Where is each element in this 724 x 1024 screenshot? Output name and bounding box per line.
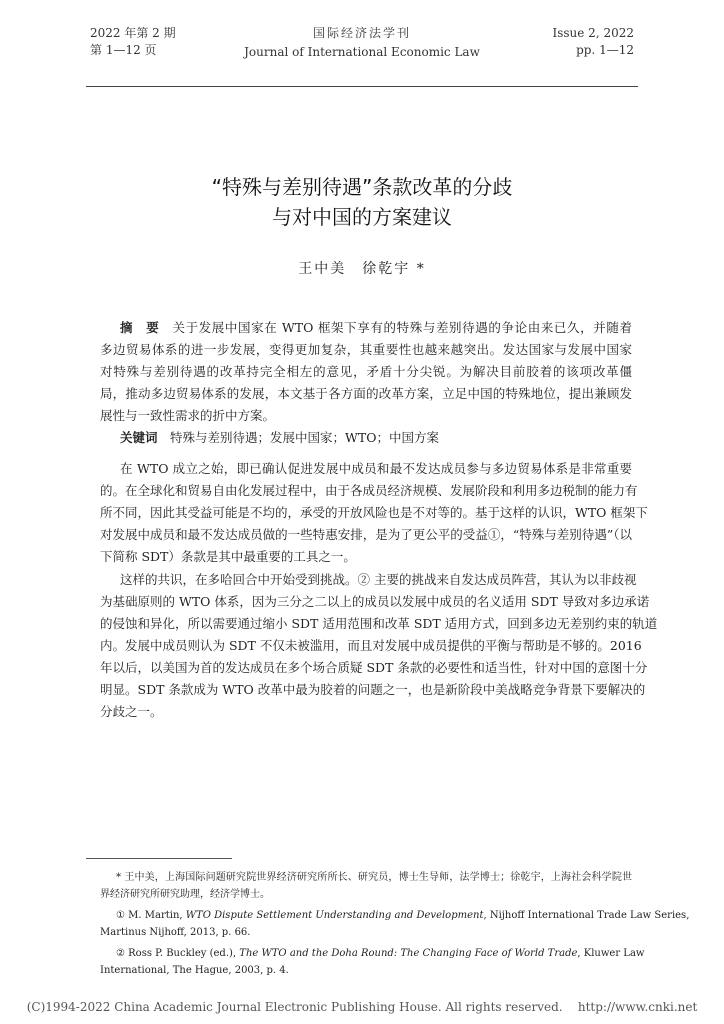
body-line: 对发展中成员和最不发达成员做的一些特惠安排，是为了更公平的受益①，“特殊与差别待遇”（以: [100, 527, 632, 542]
body-line: 所不同，因此其受益可能是不均的，承受的开放风险也是不对等的。基于这样的认识，WTO 框架下: [100, 505, 648, 520]
body-line: 的。在全球化和贸易自由化发展过程中，由于各成员经济规模、发展阶段和利用多边税制的能力有: [100, 483, 638, 498]
issue-cn: 2022 年第 2 期: [90, 26, 176, 40]
abstract-line: 对特殊与差别待遇的改革持完全相左的意见，矛盾十分尖锐。为解决目前胶着的该项改革僵: [100, 364, 632, 379]
abstract-label: 摘 要: [120, 320, 160, 335]
pages-en: pp. 1—12: [576, 43, 634, 57]
body-line: 的侵蚀和异化，所以需要通过缩小 SDT 适用范围和改革 SDT 适用方式，回到多边无差别约束的轨道: [100, 616, 658, 631]
abstract-line: 局，推动多边贸易体系的发展，本文基于各方面的改革方案，立足中国的特殊地位，提出兼顾发: [100, 386, 632, 401]
abstract-line: 摘 要 关于发展中国家在 WTO 框架下享有的特殊与差别待遇的争论由来已久，并随着: [120, 320, 632, 335]
body-line: 为基础原则的 WTO 体系，因为三分之二以上的成员以发展中成员的名义适用 SDT 导致对多边承诺: [100, 594, 650, 609]
footnote-2-cont: International, The Hague, 2003, p. 4.: [100, 965, 289, 976]
keywords: 关键词 特殊与差别待遇；发展中国家；WTO；中国方案: [120, 430, 439, 445]
abstract-line: 多边贸易体系的进一步发展，变得更加复杂，其重要性也越来越突出。发达国家与发展中国家: [100, 342, 632, 357]
body-line: 在 WTO 成立之始，即已确认促进发展中成员和最不发达成员参与多边贸易体系是非常重要: [120, 461, 632, 476]
journal-en: Journal of International Economic Law: [244, 45, 480, 59]
footnote-rule: [86, 858, 232, 859]
article-title-line-1: “特殊与差别待遇”条款改革的分歧: [211, 175, 513, 199]
author-note: * 王中美，上海国际问题研究院世界经济研究所所长、研究员，博士生导师，法学博士；徐乾宇，上海社会科学院世: [116, 872, 632, 883]
abstract-line: 展性与一致性需求的折中方案。: [100, 408, 276, 423]
footnote-1: ① M. Martin, WTO Dispute Settlement Understanding and Development, Nijhoff International Trade Law Series,: [116, 910, 690, 921]
keywords-label: 关键词: [120, 430, 158, 445]
header-rule: [86, 86, 638, 87]
article-title-line-2: 与对中国的方案建议: [272, 205, 452, 229]
body-line: 下简称 SDT）条款是其中最重要的工具之一。: [100, 549, 356, 564]
footnote-1-cont: Martinus Nijhoff, 2013, p. 66.: [100, 927, 251, 938]
body-line: 分歧之一。: [100, 704, 163, 719]
copyright-footer: (C)1994-2022 China Academic Journal Electronic Publishing House. All rights reserved. http://www.cnki.net: [26, 1000, 698, 1014]
body-line: 内。发展中成员则认为 SDT 不仅未被滥用，而且对发展中成员提供的平衡与帮助是不够的。2016: [100, 638, 642, 653]
pages-cn: 第 1—12 页: [90, 43, 157, 57]
body-line: 年以后，以美国为首的发达成员在多个场合质疑 SDT 条款的必要性和适当性，针对中国的意图十分: [100, 660, 648, 675]
body-line: 这样的共识，在多哈回合中开始受到挑战。② 主要的挑战来自发达成员阵营，其认为以非歧视: [120, 572, 637, 587]
journal-cn: 国际经济法学刊: [312, 26, 411, 40]
footnote-2: ② Ross P. Buckley (ed.), The WTO and the Doha Round: The Changing Face of World Trade, Kluwer Law: [116, 948, 645, 959]
issue-en: Issue 2, 2022: [552, 26, 634, 40]
author-note: 界经济研究所研究助理，经济学博士。: [100, 889, 270, 900]
body-line: 明显。SDT 条款成为 WTO 改革中最为胶着的问题之一，也是新阶段中美战略竞争背景下要解决的: [100, 682, 646, 697]
authors: 王中美 徐乾宇 *: [298, 261, 426, 277]
